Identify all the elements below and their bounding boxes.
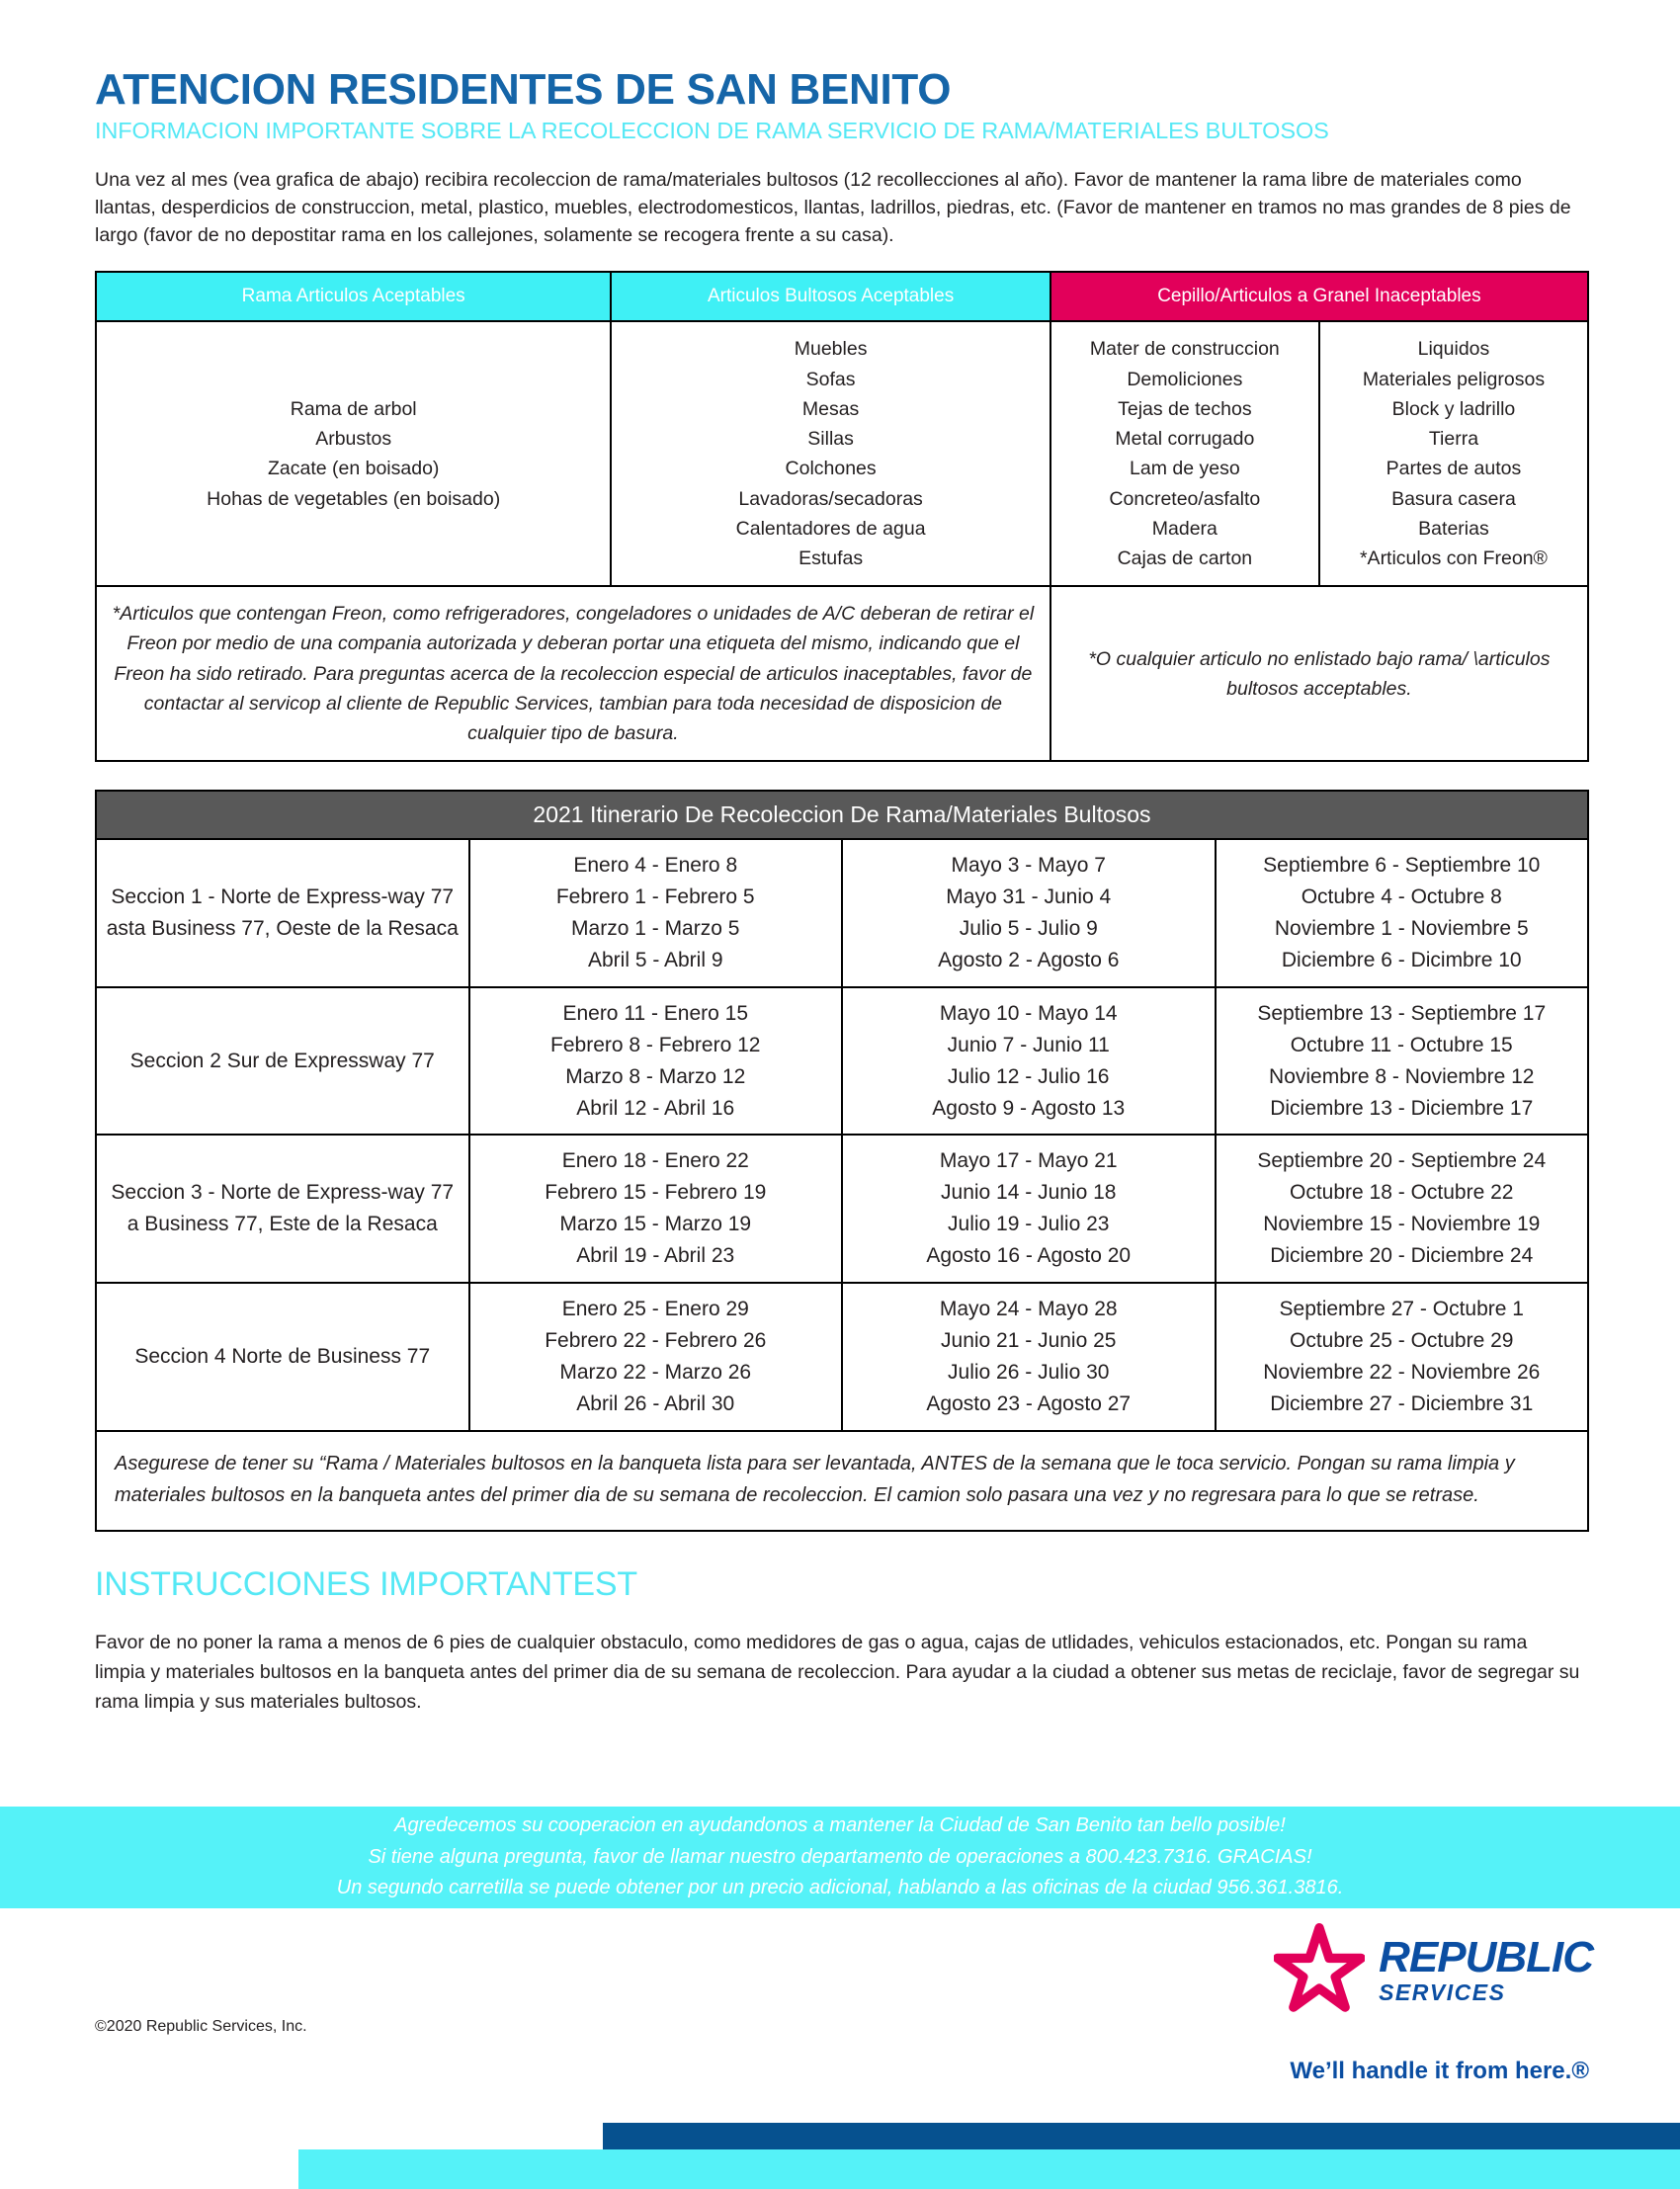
list-item: Arbustos — [315, 428, 392, 451]
date-range: Mayo 24 - Mayo 28 — [939, 1298, 1118, 1321]
date-range: Mayo 10 - Mayo 14 — [939, 1001, 1118, 1025]
date-range: Junio 14 - Junio 18 — [941, 1181, 1117, 1205]
date-range: Febrero 1 - Febrero 5 — [555, 885, 755, 909]
date-range: Febrero 8 - Febrero 12 — [550, 1033, 761, 1056]
table-row — [96, 987, 1588, 1136]
intro-paragraph: Una vez al mes (vea grafica de abajo) recibira recoleccion de rama/materiales bultosos (12 recollecciones al año). Favor de mantener la rama libre de materiales como llantas, desperdicios de construccion, metal, plastico, muebles, electrodomesticos, llantas, ladrillos, piedras, etc. (Favor de mantener en tramos no mas grandes de 8 pies de largo (favor de no depostitar rama en los callejones, solamente se recogera frente a su casa). — [95, 168, 1571, 247]
materials-table-body-row — [96, 321, 1588, 586]
list-item: Mater de construccion — [1089, 338, 1280, 361]
list-item: Tejas de techos — [1118, 397, 1252, 420]
list-item: Madera — [1151, 517, 1218, 540]
date-range: Agosto 9 - Agosto 13 — [932, 1096, 1126, 1120]
schedule-dates-q1 — [469, 987, 843, 1136]
list-item: Block y ladrillo — [1391, 397, 1516, 420]
list-item: Hohas de vegetables (en boisado) — [207, 487, 501, 510]
date-range: Noviembre 8 - Noviembre 12 — [1269, 1064, 1535, 1088]
schedule-dates-q1 — [469, 1135, 843, 1283]
banner-line-2: Si tiene alguna pregunta, favor de llamar nuestro departamento de operaciones a 800.423.7316. GRACIAS! — [368, 1845, 1312, 1868]
schedule-note: Asegurese de tener su “Rama / Materiales bultosos en la banqueta lista para ser levantada, ANTES de la semana que le toca servicio. Pongan su rama limpia y materiales bultosos en la banqueta antes del primer dia de su semana de recoleccion. El camion solo pasara una vez y no regresara para lo que se retrase. — [96, 1431, 1588, 1531]
footnote-freon: *Articulos que contengan Freon, como refrigeradores, congeladores o unidades de A/C deberan de retirar el Freon por medio de una compania autorizada y deberan portar una etiqueta del mismo, indicando que el Freon ha sido retirado. Para preguntas acerca de la recoleccion especial de articulos inaceptables, favor de contactar al servicop al cliente de Republic Services, tambian para toda necesidad de disposicion de cualquier tipo de basura. — [96, 586, 1050, 761]
list-item: Colchones — [785, 458, 877, 480]
date-range: Octubre 4 - Octubre 8 — [1301, 885, 1502, 909]
date-range: Septiembre 13 - Septiembre 17 — [1257, 1001, 1547, 1025]
list-item: Tierra — [1428, 428, 1479, 451]
section-label: Seccion 4 Norte de Business 77 — [96, 1283, 469, 1431]
table-row — [96, 839, 1588, 987]
date-range: Mayo 3 - Mayo 7 — [951, 854, 1106, 878]
list-item: Metal corrugado — [1115, 428, 1255, 451]
logo-tagline: We’ll handle it from here.® — [1290, 2058, 1589, 2084]
list-item: Lavadoras/secadoras — [738, 487, 923, 510]
list-item: Liquidos — [1417, 338, 1490, 361]
schedule-title-row — [96, 791, 1588, 839]
date-range: Diciembre 20 - Diciembre 24 — [1270, 1244, 1534, 1268]
date-range: Noviembre 1 - Noviembre 5 — [1274, 917, 1529, 941]
schedule-dates-q3 — [1216, 1283, 1589, 1431]
list-item: *Articulos con Freon® — [1359, 547, 1548, 569]
date-range: Octubre 11 - Octubre 15 — [1290, 1033, 1513, 1056]
date-range: Diciembre 13 - Diciembre 17 — [1270, 1096, 1534, 1120]
date-range: Abril 19 - Abril 23 — [576, 1244, 735, 1268]
logo-row — [1158, 1922, 1593, 2018]
materials-table-footnote-row — [96, 586, 1588, 761]
list-item: Muebles — [794, 338, 868, 361]
cell-rama-list — [96, 321, 611, 586]
list-item: Estufas — [798, 547, 864, 569]
date-range: Febrero 22 - Febrero 26 — [545, 1329, 767, 1353]
table-row — [96, 1283, 1588, 1431]
date-range: Agosto 2 - Agosto 6 — [938, 948, 1120, 971]
schedule-dates-q2 — [842, 987, 1216, 1136]
header-bultosos-aceptables: Articulos Bultosos Aceptables — [611, 272, 1050, 321]
list-item: Mesas — [801, 397, 860, 420]
materials-table — [95, 271, 1589, 762]
date-range: Agosto 16 - Agosto 20 — [926, 1244, 1132, 1268]
date-range: Julio 26 - Julio 30 — [948, 1360, 1110, 1384]
date-range: Marzo 1 - Marzo 5 — [571, 917, 740, 941]
schedule-note-row — [96, 1431, 1588, 1531]
thank-you-banner — [0, 1807, 1680, 1908]
list-item: Concreteo/asfalto — [1109, 487, 1261, 510]
banner-line-3: Un segundo carretilla se puede obtener por un precio adicional, hablando a las oficinas de la ciudad 956.361.3816. — [336, 1877, 1344, 1899]
schedule-dates-q3 — [1216, 987, 1589, 1136]
date-range: Marzo 22 - Marzo 26 — [559, 1360, 752, 1384]
date-range: Junio 21 - Junio 25 — [941, 1329, 1117, 1353]
banner-line-1: Agredecemos su cooperacion en ayudandonos a mantener la Ciudad de San Benito tan bello posible! — [394, 1814, 1286, 1837]
list-item: Materiales peligrosos — [1362, 368, 1546, 390]
date-range: Septiembre 27 - Octubre 1 — [1279, 1298, 1524, 1321]
list-item: Partes de autos — [1386, 458, 1522, 480]
republic-services-logo — [1158, 1922, 1593, 2085]
list-item: Sillas — [807, 428, 854, 451]
footnote-otros: *O cualquier articulo no enlistado bajo rama/ \articulos bultosos acceptables. — [1050, 586, 1588, 761]
decorative-bar-cyan — [298, 2149, 1680, 2189]
list-item: Lam de yeso — [1130, 458, 1240, 480]
date-range: Agosto 23 - Agosto 27 — [926, 1391, 1132, 1415]
date-range: Junio 7 - Junio 11 — [947, 1033, 1110, 1056]
date-range: Julio 12 - Julio 16 — [948, 1064, 1110, 1088]
materials-table-header-row — [96, 272, 1588, 321]
schedule-dates-q3 — [1216, 1135, 1589, 1283]
logo-wordmark — [1379, 1933, 1593, 2005]
section-label: Seccion 1 - Norte de Express-way 77 asta Business 77, Oeste de la Resaca — [96, 839, 469, 987]
schedule-dates-q1 — [469, 1283, 843, 1431]
page-subtitle: INFORMACION IMPORTANTE SOBRE LA RECOLECCION DE RAMA SERVICIO DE RAMA/MATERIALES BULTOSOS — [95, 117, 1329, 143]
section-label: Seccion 2 Sur de Expressway 77 — [96, 987, 469, 1136]
date-range: Abril 26 - Abril 30 — [576, 1391, 735, 1415]
schedule-dates-q2 — [842, 1283, 1216, 1431]
logo-word-republic: REPUBLIC — [1379, 1933, 1593, 1981]
instructions-body: Favor de no poner la rama a menos de 6 pies de cualquier obstaculo, como medidores de gas o agua, cajas de utlidades, vehiculos estacionados, etc. Pongan su rama limpia y materiales bultosos en la banqueta antes del primer dia de su semana de recoleccion. Para ayudar a la ciudad a obtener sus metas de reciclaje, favor de segregar su rama limpia y sus materiales bultosos. — [95, 1631, 1580, 1713]
date-range: Diciembre 6 - Dicimbre 10 — [1281, 948, 1522, 971]
date-range: Enero 4 - Enero 8 — [573, 854, 738, 878]
date-range: Marzo 8 - Marzo 12 — [565, 1064, 746, 1088]
date-range: Enero 18 - Enero 22 — [561, 1149, 749, 1173]
date-range: Febrero 15 - Febrero 19 — [545, 1181, 767, 1205]
cell-inaceptables-list-2 — [1319, 321, 1588, 586]
table-row — [96, 1135, 1588, 1283]
header-inaceptables: Cepillo/Articulos a Granel Inaceptables — [1050, 272, 1588, 321]
cell-bultosos-list — [611, 321, 1050, 586]
schedule-dates-q3 — [1216, 839, 1589, 987]
date-range: Octubre 25 - Octubre 29 — [1290, 1329, 1514, 1353]
list-item: Baterias — [1418, 517, 1489, 540]
copyright-text: ©2020 Republic Services, Inc. — [95, 2018, 307, 2035]
date-range: Septiembre 6 - Septiembre 10 — [1263, 854, 1541, 878]
schedule-title: 2021 Itinerario De Recoleccion De Rama/Materiales Bultosos — [96, 791, 1588, 839]
date-range: Marzo 15 - Marzo 19 — [559, 1213, 752, 1236]
date-range: Mayo 31 - Junio 4 — [946, 885, 1112, 909]
instructions-heading: INSTRUCCIONES IMPORTANTEST — [95, 1564, 637, 1603]
list-item: Sofas — [805, 368, 856, 390]
list-item: Demoliciones — [1127, 368, 1243, 390]
date-range: Noviembre 15 - Noviembre 19 — [1263, 1213, 1541, 1236]
date-range: Mayo 17 - Mayo 21 — [939, 1149, 1118, 1173]
list-item: Rama de arbol — [290, 397, 417, 420]
date-range: Julio 19 - Julio 23 — [948, 1213, 1110, 1236]
date-range: Octubre 18 - Octubre 22 — [1290, 1181, 1514, 1205]
cell-inaceptables-list-1 — [1050, 321, 1319, 586]
schedule-table — [95, 790, 1589, 1531]
date-range: Abril 5 - Abril 9 — [587, 948, 723, 971]
schedule-dates-q1 — [469, 839, 843, 987]
list-item: Cajas de carton — [1117, 547, 1253, 569]
logo-word-services: SERVICES — [1379, 1979, 1506, 2005]
list-item: Basura casera — [1391, 487, 1516, 510]
date-range: Septiembre 20 - Septiembre 24 — [1257, 1149, 1547, 1173]
table-spacer — [95, 762, 1589, 790]
schedule-dates-q2 — [842, 1135, 1216, 1283]
date-range: Enero 11 - Enero 15 — [562, 1001, 749, 1025]
section-label: Seccion 3 - Norte de Express-way 77 a Business 77, Este de la Resaca — [96, 1135, 469, 1283]
schedule-dates-q2 — [842, 839, 1216, 987]
list-item: Zacate (en boisado) — [267, 458, 440, 480]
date-range: Abril 12 - Abril 16 — [576, 1096, 735, 1120]
page-title: ATENCION RESIDENTES DE SAN BENITO — [95, 65, 952, 114]
header-rama-aceptables: Rama Articulos Aceptables — [96, 272, 611, 321]
date-range: Enero 25 - Enero 29 — [561, 1298, 749, 1321]
date-range: Julio 5 - Julio 9 — [959, 917, 1098, 941]
republic-star-icon — [1274, 1922, 1365, 2018]
date-range: Noviembre 22 - Noviembre 26 — [1263, 1360, 1541, 1384]
list-item: Calentadores de agua — [735, 517, 926, 540]
date-range: Diciembre 27 - Diciembre 31 — [1270, 1391, 1534, 1415]
